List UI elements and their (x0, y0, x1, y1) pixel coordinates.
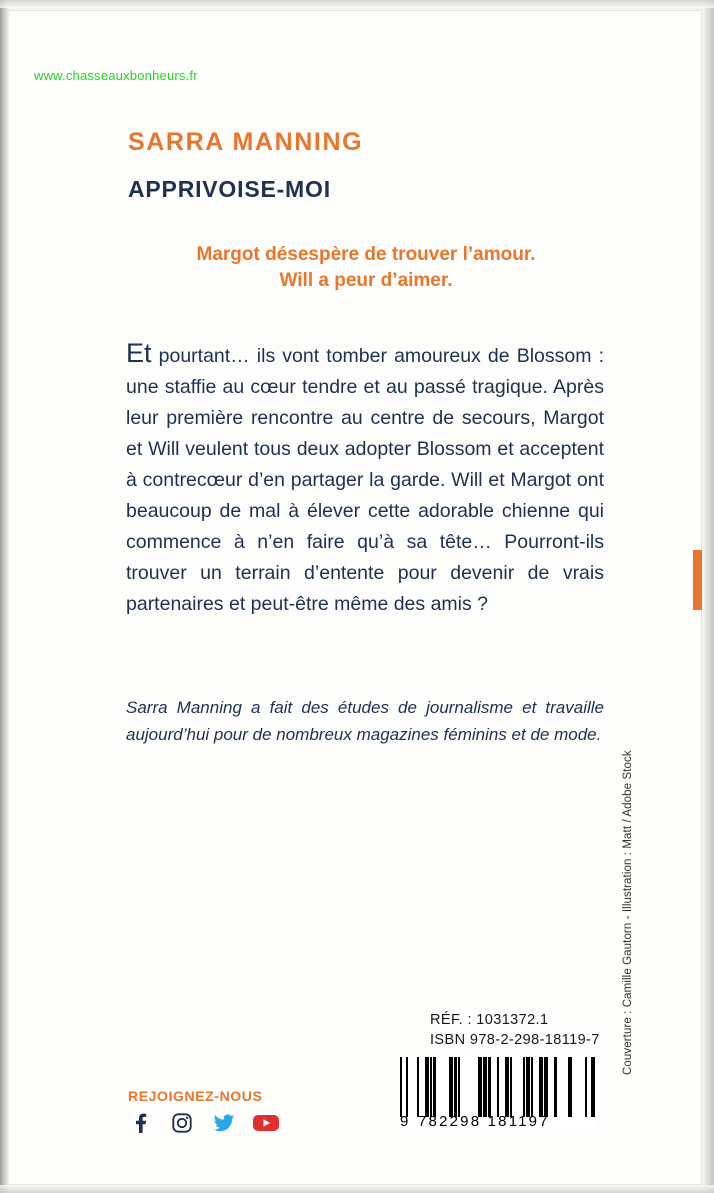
right-edge-shadow (704, 0, 714, 1193)
book-blurb (126, 338, 604, 620)
social-links (126, 1109, 280, 1137)
book-back-cover (8, 10, 702, 1185)
blurb-dropcap: Et (126, 338, 152, 368)
cover-band-tab (693, 550, 702, 610)
instagram-icon[interactable] (168, 1109, 196, 1137)
reference-number: RÉF. : 1031372.1 (430, 1012, 549, 1028)
youtube-icon[interactable] (252, 1109, 280, 1137)
social-heading: REJOIGNEZ-NOUS (128, 1088, 263, 1104)
book-author: SARRA MANNING (128, 128, 364, 156)
book-title: APPRIVOISE-MOI (128, 176, 331, 202)
tagline-line-2: Will a peur d’aimer. (279, 269, 453, 291)
barcode-left-digit: 9 (400, 1113, 410, 1130)
top-edge-shadow (0, 0, 714, 8)
barcode-bars (400, 1057, 594, 1117)
cover-credit (622, 750, 650, 1075)
facebook-icon[interactable] (126, 1109, 154, 1137)
spine-shadow (0, 0, 9, 1193)
barcode-main-digits: 782298 181197 (418, 1113, 550, 1130)
blurb-text: pourtant… ils vont tomber amoureux de Blossom : une staffie au cœur tendre et au passé tragique. Après leur première rencontre au centre de secours, Margot et Will veulent tous deux adopter Blossom et acceptent à contrecœur d’en partager la garde. Will et Margot ont beaucoup de mal à élever cette adorable chienne qui commence à n’en faire qu’à sa tête… Pourront-ils trouver un terrain d’entente pour devenir de vrais partenaires et peut-être même des amis ? (126, 345, 604, 615)
author-bio: Sarra Manning a fait des études de journalisme et travaille aujourd’hui pour de nombreux magazines féminins et de mode. (126, 698, 604, 744)
site-watermark: www.chasseauxbonheurs.fr (34, 68, 198, 83)
tagline-line-1: Margot désespère de trouver l’amour. (196, 244, 536, 265)
cover-credit-text: Couverture : Camille Gautorn - Illustration : Matt / Adobe Stock (622, 750, 634, 1075)
twitter-icon[interactable] (210, 1109, 238, 1137)
reference-block (430, 1010, 600, 1050)
bottom-edge-shadow (0, 1185, 714, 1193)
book-tagline (128, 242, 604, 293)
isbn-number: ISBN 978-2-298-18119-7 (430, 1032, 600, 1048)
